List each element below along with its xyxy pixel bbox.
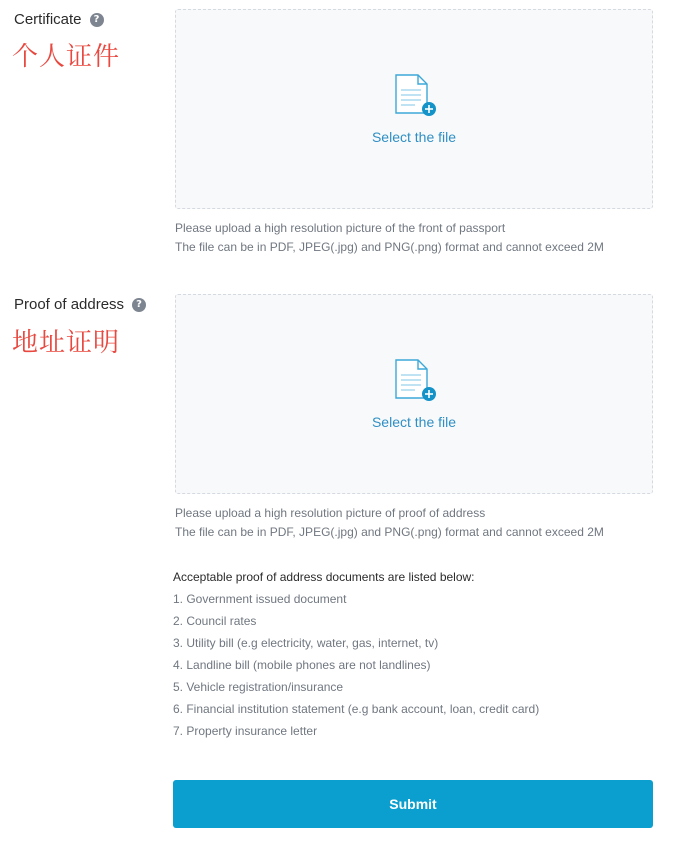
list-item: 6. Financial institution statement (e.g bank account, loan, credit card) — [173, 702, 540, 716]
address-select-file[interactable]: Select the file — [371, 414, 457, 430]
list-item: 1. Government issued document — [173, 592, 347, 606]
certificate-annotation: 个人证件 — [12, 42, 121, 72]
address-hint-line1: Please upload a high resolution picture of proof of address — [175, 506, 486, 520]
list-item: 7. Property insurance letter — [173, 724, 318, 738]
help-icon[interactable]: ? — [90, 13, 104, 27]
list-item: 3. Utility bill (e.g electricity, water, gas, internet, tv) — [173, 636, 439, 650]
certificate-upload-box[interactable] — [175, 9, 653, 209]
certificate-select-file[interactable]: Select the file — [371, 129, 457, 145]
certificate-hint-line2: The file can be in PDF, JPEG(.jpg) and PNG(.png) format and cannot exceed 2M — [175, 240, 604, 254]
file-add-icon — [392, 73, 436, 117]
list-item: 4. Landline bill (mobile phones are not landlines) — [173, 658, 431, 672]
list-item: 2. Council rates — [173, 614, 257, 628]
certificate-hint-line1: Please upload a high resolution picture of the front of passport — [175, 221, 506, 235]
address-hint-line2: The file can be in PDF, JPEG(.jpg) and PNG(.png) format and cannot exceed 2M — [175, 525, 604, 539]
address-label — [14, 296, 146, 313]
address-upload-box[interactable] — [175, 294, 653, 494]
file-add-icon — [392, 358, 436, 402]
acceptable-documents — [173, 566, 539, 742]
address-annotation: 地址证明 — [12, 328, 121, 358]
certificate-hint — [175, 219, 604, 257]
help-icon[interactable]: ? — [132, 298, 146, 312]
address-label-text: Proof of address — [14, 296, 125, 313]
address-hint — [175, 504, 604, 542]
documents-title: Acceptable proof of address documents are listed below: — [173, 570, 475, 584]
certificate-label-text: Certificate — [14, 11, 82, 28]
submit-button[interactable]: Submit — [173, 780, 653, 828]
certificate-label — [14, 11, 104, 28]
list-item: 5. Vehicle registration/insurance — [173, 680, 344, 694]
